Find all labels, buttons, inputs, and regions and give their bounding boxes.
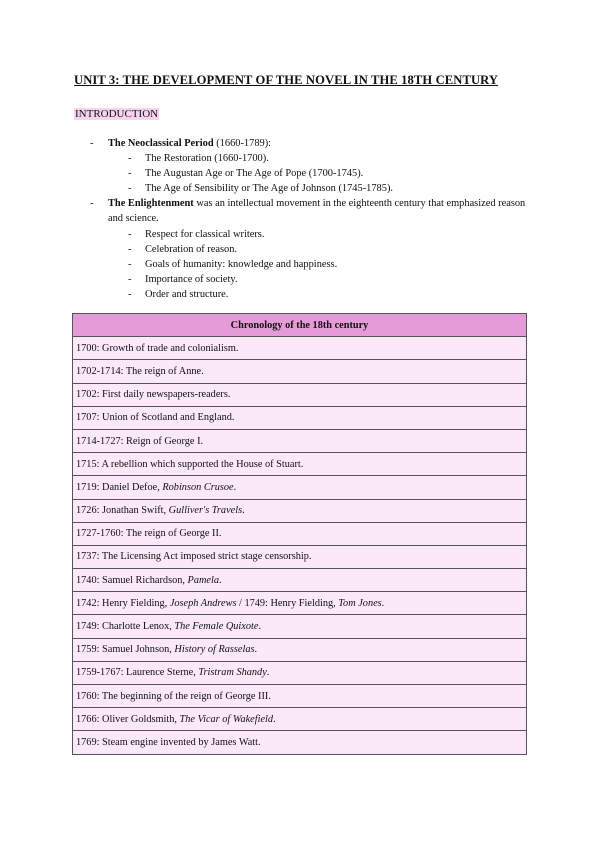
sub-item: - The Restoration (1660-1700).	[128, 153, 269, 165]
table-row	[73, 476, 527, 499]
unit-title: UNIT 3: THE DEVELOPMENT OF THE NOVEL IN THE 18TH CENTURY	[74, 73, 499, 87]
table-cell: 1759-1767: Laurence Sterne, Tristram Shandy.	[73, 661, 527, 684]
table-row	[73, 569, 527, 592]
table-row	[73, 731, 527, 754]
table-cell: 1749: Charlotte Lenox, The Female Quixote.	[73, 615, 527, 638]
table-row	[73, 383, 527, 406]
table-cell: 1740: Samuel Richardson, Pamela.	[73, 569, 527, 592]
table-row	[73, 360, 527, 383]
enlightenment-label: The Enlightenment	[108, 198, 194, 210]
table-cell: 1766: Oliver Goldsmith, The Vicar of Wakefield.	[73, 708, 527, 731]
table-cell: 1727-1760: The reign of George II.	[73, 522, 527, 545]
bullet-list	[90, 136, 530, 302]
sub-item: - The Age of Sensibility or The Age of Johnson (1745-1785).	[128, 183, 393, 195]
list-item-enlightenment: - The Enlightenment was an intellectual movement in the eighteenth century that emphasized reason and science.	[90, 198, 526, 225]
table-row	[73, 522, 527, 545]
table-row	[73, 638, 527, 661]
table-row	[73, 453, 527, 476]
table-row	[73, 545, 527, 568]
sub-item: - Order and structure.	[128, 288, 229, 300]
chronology-table	[72, 313, 527, 755]
table-cell: 1737: The Licensing Act imposed strict stage censorship.	[73, 545, 527, 568]
table-cell: 1707: Union of Scotland and England.	[73, 406, 527, 429]
introduction-heading: INTRODUCTION	[75, 108, 159, 120]
table-cell: 1760: The beginning of the reign of George III.	[73, 685, 527, 708]
table-cell: 1714-1727: Reign of George I.	[73, 429, 527, 452]
table-cell: 1742: Henry Fielding, Joseph Andrews / 1749: Henry Fielding, Tom Jones.	[73, 592, 527, 615]
list-item-neoclassical: - The Neoclassical Period (1660-1789):	[90, 138, 272, 149]
sub-item: - Goals of humanity: knowledge and happiness.	[128, 258, 338, 270]
table-cell: 1702-1714: The reign of Anne.	[73, 360, 527, 383]
table-row	[73, 337, 527, 360]
table-cell: 1759: Samuel Johnson, History of Rasselas.	[73, 638, 527, 661]
sub-item: - Celebration of reason.	[128, 243, 238, 255]
table-row	[73, 708, 527, 731]
table-cell: 1702: First daily newspapers-readers.	[73, 383, 527, 406]
table-cell: 1719: Daniel Defoe, Robinson Crusoe.	[73, 476, 527, 499]
table-cell: 1769: Steam engine invented by James Watt.	[73, 731, 527, 754]
sub-item: - Respect for classical writers.	[128, 228, 265, 240]
table-cell: 1726: Jonathan Swift, Gulliver's Travels.	[73, 499, 527, 522]
table-row	[73, 615, 527, 638]
table-row	[73, 499, 527, 522]
table-row	[73, 406, 527, 429]
sub-item: - The Augustan Age or The Age of Pope (1700-1745).	[128, 168, 364, 180]
neoclassical-dates: (1660-1789):	[213, 138, 272, 149]
enlightenment-text: was an intellectual movement in the eighteenth century that emphasized reason and science.	[108, 198, 526, 225]
table-row	[73, 685, 527, 708]
neoclassical-label: The Neoclassical Period	[108, 138, 214, 149]
table-row	[73, 661, 527, 684]
table-row	[73, 429, 527, 452]
table-cell: 1700: Growth of trade and colonialism.	[73, 337, 527, 360]
table-header: Chronology of the 18th century	[73, 314, 527, 337]
sub-item: - Importance of society.	[128, 273, 238, 285]
table-row	[73, 592, 527, 615]
table-cell: 1715: A rebellion which supported the House of Stuart.	[73, 453, 527, 476]
